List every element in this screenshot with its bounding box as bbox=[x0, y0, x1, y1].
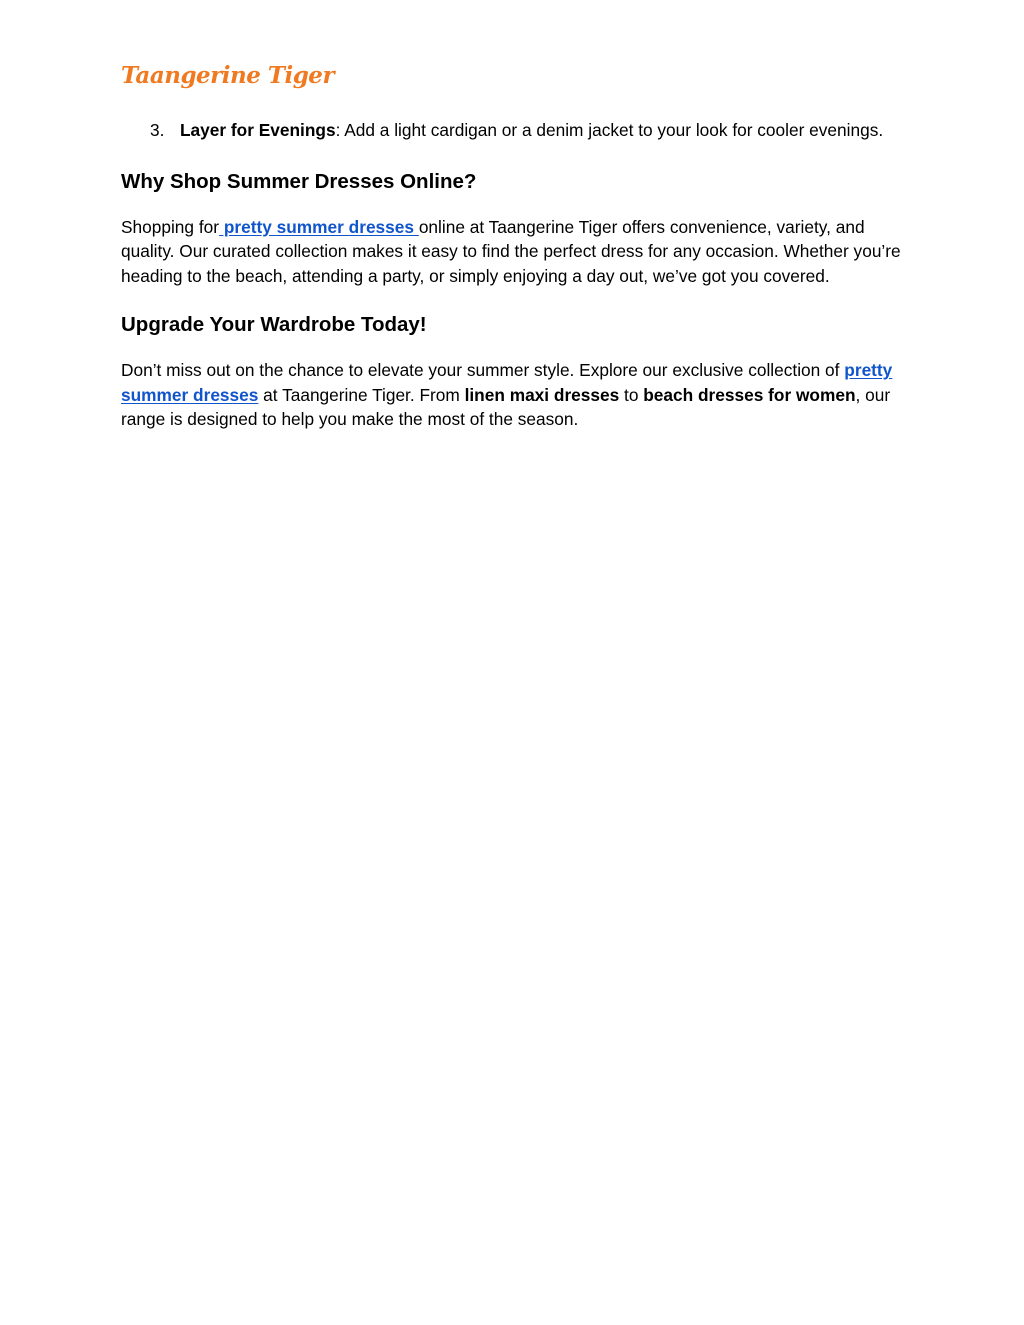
list-item-rest: : Add a light cardigan or a denim jacket to your look for cooler evenings. bbox=[335, 120, 884, 140]
text-segment: to bbox=[619, 384, 644, 405]
text-segment: at Taangerine Tiger. From bbox=[258, 384, 465, 405]
text-segment: online at Taangerine Tiger offers convenience, variety, and quality. Our curated collection makes it easy to find the perfect dress for any occasion. Whether you’re heading to the beach, attending a party, or simply enjoying a day out, we’ve got you covered. bbox=[121, 216, 901, 286]
brand-logo: Taangerine Tiger bbox=[121, 62, 335, 89]
paragraph-upgrade-wardrobe bbox=[121, 358, 911, 432]
text-segment: , our range is designed to help you make the most of the season. bbox=[121, 384, 891, 429]
list-item-text bbox=[180, 118, 911, 143]
link-pretty-summer-dresses-2[interactable]: pretty summer dresses bbox=[121, 360, 893, 405]
list-number: 3. bbox=[150, 120, 165, 140]
list-item-bold: Layer for Evenings bbox=[180, 120, 336, 140]
bold-beach-dresses: beach dresses for women bbox=[643, 384, 856, 405]
list-item bbox=[121, 118, 911, 143]
heading-upgrade-wardrobe: Upgrade Your Wardrobe Today! bbox=[121, 313, 427, 336]
paragraph-why-shop bbox=[121, 215, 911, 289]
text-segment: Shopping for bbox=[121, 216, 220, 237]
document-content bbox=[121, 118, 911, 432]
text-segment: Don’t miss out on the chance to elevate your summer style. Explore our exclusive collection of bbox=[121, 360, 845, 380]
link-pretty-summer-dresses[interactable]: pretty summer dresses bbox=[219, 216, 419, 237]
bold-linen-maxi-dresses: linen maxi dresses bbox=[464, 384, 620, 405]
heading-why-shop: Why Shop Summer Dresses Online? bbox=[121, 169, 477, 193]
